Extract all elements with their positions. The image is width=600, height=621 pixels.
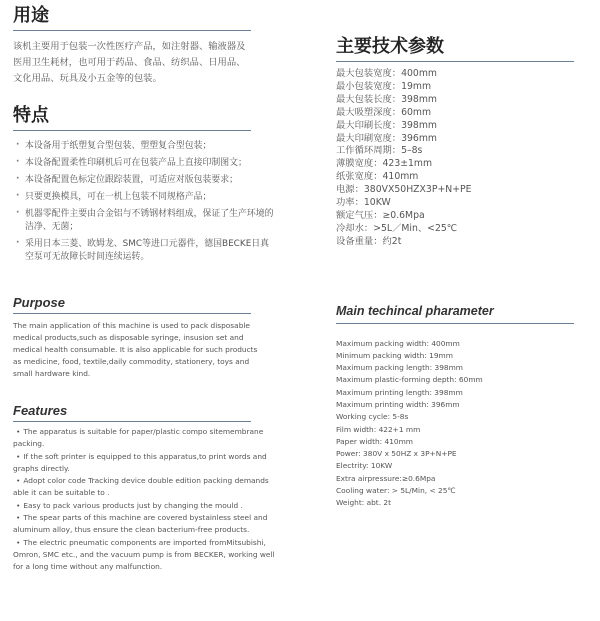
spec-item-cn: 最大吸塑深度：60mm (336, 106, 432, 118)
features-list-cn (13, 140, 275, 264)
spec-item-cn: 电源：380VX50HZX3P+N+PE (336, 184, 472, 196)
specs-list-cn (336, 68, 576, 249)
spec-item-cn: 薄膜宽度：423±1mm (336, 158, 433, 170)
spec-item-cn: 纸张宽度：410mm (336, 171, 419, 183)
feature-item-en: • The electric pneumatic components are imported fromMitsubishi, Omron, SMC etc., and the vacuum pump is from BECKER, working well for a long time without any malfunction. (13, 537, 275, 572)
feature-item-cn: · 只要更换模具，可在一机上包装不同规格产品； (13, 191, 275, 204)
feature-item-en: • Adopt color code Tracking device double edition packing demands able it can be suitable to . (13, 476, 269, 498)
spec-item-cn: 额定气压：≥0.6Mpa (336, 209, 425, 221)
bullet-icon: • (16, 427, 21, 436)
feature-item-en: • If the soft printer is equipped to this apparatus,to print words and graphs directly. (13, 451, 267, 473)
bullet-icon: • (16, 451, 21, 461)
feature-item-cn: · 本设备用于纸塑复合型包装、塑塑复合型包装； (13, 140, 275, 153)
spec-item-cn: 最小包装宽度：19mm (336, 80, 432, 92)
feature-item-cn: · 采用日本三菱、欧姆龙、SMC等进口元器件，德国BECKE日真空泵可无故障长时间连续运转。 (13, 238, 275, 264)
spec-item-en: Power: 380V x 50HZ x 3P+N+PE (336, 449, 457, 459)
specs-title-cn: 主要技术参数 (336, 36, 444, 57)
features-list-en (13, 426, 275, 574)
spec-item-cn: 最大印刷长度：398mm (336, 119, 437, 131)
bullet-icon: • (16, 513, 21, 523)
spec-item-en: Paper width: 410mm (336, 436, 413, 446)
specs-section-cn (336, 38, 576, 249)
specs-list-en (336, 338, 576, 510)
features-section-cn (13, 105, 274, 268)
spec-item-en: Cooling water: > 5L/Min, < 25℃ (336, 486, 456, 496)
usage-section-cn (13, 7, 251, 87)
spec-item-cn: 功率：10KW (336, 197, 391, 209)
purpose-section-en (13, 295, 258, 380)
bullet-icon: • (16, 537, 21, 547)
features-divider-en (13, 421, 251, 422)
features-divider-cn (13, 130, 251, 131)
spec-item-cn: 最大包装长度：398mm (336, 93, 437, 105)
spec-item-en: Weight: abt. 2t (336, 498, 392, 508)
bullet-icon: • (16, 476, 21, 486)
spec-item-en: Maximum plastic-forming depth: 60mm (336, 375, 483, 385)
feature-item-cn: · 本设备配置柔性印刷机后可在包装产品上直接印制图文； (13, 157, 275, 170)
specs-divider-cn (336, 61, 574, 62)
usage-text: 该机主要用于包装一次性医疗产品，如注射器、输液器及医用卫生耗材，也可用于药品、食品、纺织品、日用品、文化用品、玩具及小五金等的包装。 (13, 41, 246, 84)
feature-item-cn: · 机器零配件主要由合金铝与不锈钢材料组成，保证了生产环境的洁净、无菌； (13, 208, 275, 234)
feature-item-cn: · 本设备配置色标定位跟踪装置，可适应对版包装要求； (13, 174, 275, 187)
feature-item-en: • The spear parts of this machine are covered bystainless steel and aluminum alloy, thus ensure the clean bacterium-free products. (13, 513, 268, 535)
specs-title-en: Main techincal pharameter (336, 304, 494, 318)
spec-item-en: Maximum packing length: 398mm (336, 363, 464, 373)
purpose-text: The main application of this machine is used to pack disposable medical products,such as disposable syringe, insusion set and medical health consumable. It is also applicable for such products as medicine, food, textile,daily commodity, stationery, toys and small hardware kind. (13, 321, 258, 378)
spec-item-en: Maximum printing width: 396mm (336, 399, 460, 409)
spec-item-en: Working cycle: 5-8s (336, 412, 409, 422)
spec-item-cn: 工作循环周期：5–8s (336, 145, 423, 157)
purpose-divider (13, 313, 251, 314)
spec-item-en: Minimum packing width: 19mm (336, 350, 453, 360)
spec-item-cn: 设备重量：约2t (336, 235, 402, 247)
purpose-title: Purpose (13, 295, 66, 310)
feature-item-en: • Easy to pack various products just by changing the mould . (16, 500, 243, 510)
usage-title: 用途 (13, 5, 49, 26)
feature-item-en: • The apparatus is suitable for paper/plastic compo sitemembrane packing. (13, 427, 264, 449)
spec-item-en: Extra airpressure:≥0.6Mpa (336, 473, 436, 483)
spec-item-cn: 冷却水：>5L／Min、<25℃ (336, 222, 458, 234)
spec-item-cn: 最大印刷宽度：396mm (336, 132, 437, 144)
spec-item-en: Electrity: 10KW (336, 461, 393, 471)
spec-item-cn: 最大包装宽度：400mm (336, 68, 437, 79)
spec-item-en: Maximum packing width: 400mm (336, 338, 460, 348)
specs-divider-en (336, 323, 574, 324)
spec-item-en: Film width: 422+1 mm (336, 424, 421, 434)
bullet-icon: • (16, 500, 21, 510)
features-section-en (13, 403, 275, 574)
spec-item-en: Maximum printing length: 398mm (336, 387, 463, 397)
features-title-cn: 特点 (13, 105, 49, 126)
usage-divider (13, 30, 251, 31)
specs-section-en (336, 305, 576, 510)
features-title-en: Features (13, 403, 68, 418)
